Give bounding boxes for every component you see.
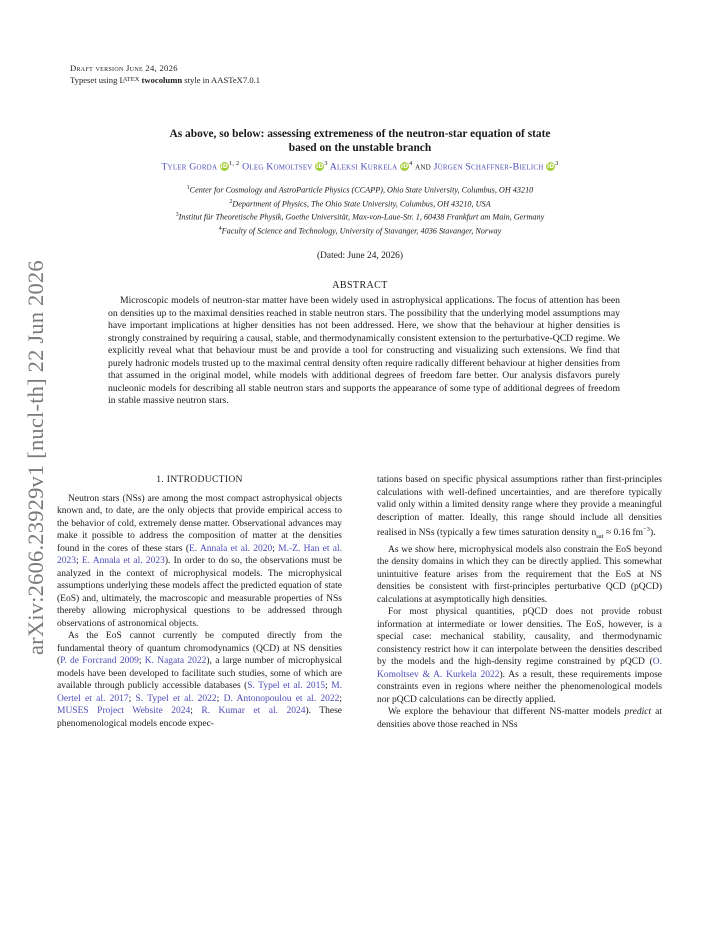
- affiliation: $^2$Department of Physics, The Ohio State University, Columbus, OH 43210, USA: [229, 198, 491, 209]
- paragraph: We explore the behaviour that different NS-matter models predict at densities above those reached in NSs: [377, 707, 662, 730]
- citation-link[interactable]: D. Antonopoulou et al. 2022: [223, 693, 340, 704]
- typeset-line: Typeset using $L^{ATEX}$ twocolumn style in AASTeX7.0.1: [70, 75, 261, 85]
- abstract-body: Microscopic models of neutron-star matter have been widely used in astrophysical applications. The focus of attention has been on densities up to the maximal densities reached in stable neutron stars. The possibility that the underlying model assumptions may have important implications at higher densities has not been addressed. Here, we show that the behaviour at higher densities is strongly constrained by requiring a causal, stable, and thermodynamically consistent extension to the perturbative-QCD regime. We explicitly reveal what that behaviour must be and provide a tool for constructing and visualizing such extensions. We find that purely hadronic models trusted up to the maximal central density often require radically different behaviour at higher densities from that assumed in the original model, while models with additional degrees of freedom fare better. Our analysis disfavors purely nucleonic models for describing all stable neutron stars and supports the appearance of some type of additional degrees of freedom in stable massive neutron stars.: [108, 295, 620, 407]
- arxiv-sidebar-id: arXiv:2606.23929v1 [nucl-th] 22 Jun 2026: [23, 260, 48, 656]
- left-column: [57, 474, 342, 730]
- author-name[interactable]: Aleksi Kurkela: [329, 161, 398, 173]
- orcid-icon[interactable]: iD: [400, 163, 409, 171]
- affiliation: $^3$Institut für Theoretische Physik, Goethe Universität, Max-von-Laue-Str. 1, 60438 Frankfurt am Main, Germany: [175, 212, 545, 222]
- paragraph: As we show here, microphysical models also constrain the EoS beyond the density domains in which they can be directly applied. This somewhat unintuitive feature arises from the requirement that the EoS at NS densities be consistent with first-principles perturbative QCD (pQCD) calculations at asymptotically high densities.: [377, 544, 662, 605]
- paragraph: tations based on specific physical assumptions rather than first-principles calculations with well-defined uncertainties, and are therefore typically valid only within a limited density range where they provide a meaningful description of matter. Ideally, this range should include all densities realised in NSs (typically a few times saturation density $n_{sat} \approx 0.16$ $fm^{-3}$).: [377, 475, 662, 541]
- dated-line: (Dated: June 24, 2026): [317, 251, 403, 261]
- author-connector: and: [415, 161, 431, 173]
- affiliation: $^1$Center for Cosmology and AstroParticle Physics (CCAPP), Ohio State University, Columbus, OH 43210: [186, 185, 534, 195]
- paragraph: Neutron stars (NSs) are among the most compact astrophysical objects known and, to date, are the only objects that provide empirical access to the behavior of cold, extremely dense matter. Observational advances may make it possible to address the composition of matter at the densities found in the cores of these stars (E. Annala et al. 2020; M.-Z. Han et al. 2023; E. Annala et al. 2023). In order to do so, the observations must be analyzed in the context of microphysical models. The microphysical assumptions underlying these models affect the predicted equation of state (EoS) and, ultimately, the macroscopic and measurable properties of NSs thereby allowing microphysical questions to be addressed through observations of astronomical objects.: [57, 493, 343, 629]
- author-name[interactable]: Jürgen Schaffner-Bielich: [433, 161, 544, 173]
- section-heading: 1. INTRODUCTION: [156, 474, 243, 485]
- paper-title: As above, so below: assessing extremeness of the neutron-star equation of state based on the unstable branch: [169, 128, 551, 154]
- paragraph: For most physical quantities, pQCD does not provide robust information at intermediate or lower densities. The EoS, however, is a special case: mechanical stability, causality, and thermodynamic consistency restrict how it can interpolate between the densities described by the models and the high-density regime constrained by pQCD (O. Komoltsev & A. Kurkela 2022). As a result, these requirements impose constraints even in regions where neither the phenomenological models nor pQCD calculations can be directly applied.: [377, 607, 663, 705]
- right-column: [377, 474, 662, 731]
- orcid-icon[interactable]: iD: [220, 163, 229, 171]
- paragraph: As the EoS cannot currently be computed directly from the fundamental theory of quantum chromodynamics (QCD) at NS densities (P. de Forcrand 2009; K. Nagata 2022), a large number of microphysical models have been developed to facilitate such studies, some of which are available through publicly accessible databases (S. Typel et al. 2015; M. Oertel et al. 2017; S. Typel et al. 2022; D. Antonopoulou et al. 2022; MUSES Project Website 2024; R. Kumar et al. 2024). These phenomenological models encode expec-: [57, 631, 343, 729]
- affiliation: $^4$Faculty of Science and Technology, University of Stavanger, 4036 Stavanger, Norway: [218, 225, 502, 236]
- abstract-heading: ABSTRACT: [332, 280, 388, 291]
- citation-link[interactable]: S. Typel et al. 2015: [247, 681, 326, 691]
- orcid-icon[interactable]: iD: [546, 163, 555, 171]
- citation-link[interactable]: M. Oertel et al. 2017: [57, 681, 343, 704]
- author-list: Tyler Gorda iD$^{1, 2}$ Oleg Komoltsev $iD^3$ Aleksi Kurkela $iD^4$ and Jürgen Schaffner-Bielich $iD^3$: [161, 160, 559, 173]
- affiliation-list: [70, 183, 650, 237]
- journal-header: [70, 63, 260, 86]
- citation-link[interactable]: K. Nagata 2022: [144, 656, 207, 666]
- citation-link[interactable]: P. de Forcrand 2009: [60, 656, 139, 666]
- citation-link[interactable]: MUSES Project Website 2024: [57, 706, 191, 716]
- author-name[interactable]: Tyler Gorda: [161, 161, 218, 173]
- citation-link[interactable]: E. Annala et al. 2023: [81, 556, 165, 566]
- author-name[interactable]: Oleg Komoltsev: [242, 161, 313, 173]
- draft-version-line: Draft version June 24, 2026: [70, 63, 178, 73]
- citation-link[interactable]: M.-Z. Han et al. 2023: [57, 543, 343, 566]
- citation-link[interactable]: R. Kumar et al. 2024: [201, 706, 306, 716]
- orcid-icon[interactable]: iD: [316, 163, 324, 171]
- citation-link[interactable]: S. Typel et al. 2022: [135, 693, 217, 704]
- citation-link[interactable]: E. Annala et al. 2020: [189, 543, 273, 554]
- citation-link[interactable]: O. Komoltsev & A. Kurkela 2022: [377, 657, 662, 680]
